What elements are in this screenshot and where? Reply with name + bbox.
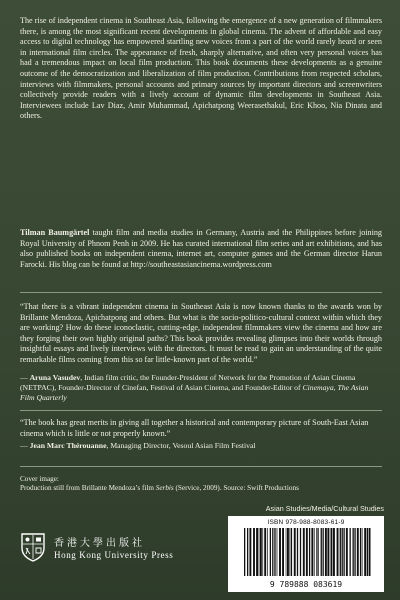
barcode-bar: [350, 528, 351, 576]
publisher-english-name: Hong Kong University Press: [54, 550, 174, 560]
section-divider-3: [20, 466, 382, 467]
barcode-bar: [360, 528, 361, 576]
barcode-bar: [306, 528, 308, 576]
barcode-bar: [357, 528, 359, 576]
barcode-bar: [287, 528, 289, 576]
author-name: Tilman Baumgärtel: [20, 228, 90, 237]
barcode-bar: [244, 528, 245, 576]
barcode-bar: [270, 528, 271, 576]
barcode-bar: [321, 528, 322, 576]
barcode-bar: [318, 528, 319, 576]
barcode-bar: [353, 528, 354, 576]
barcode-bar: [314, 528, 315, 576]
cover-credit-source: (Service, 2009). Source: Swift Productions: [173, 484, 299, 493]
barcode-bar: [367, 528, 368, 576]
barcode-bar: [264, 528, 266, 576]
barcode-bar: [323, 528, 324, 576]
cover-credit-film: Serbis: [155, 484, 174, 493]
barcode-bar: [362, 528, 363, 576]
barcode-bar: [354, 528, 355, 576]
publisher-chinese-name: 香港大學出版社: [54, 538, 145, 549]
barcode-bar: [256, 528, 258, 576]
barcode-bar: [260, 528, 262, 576]
quote-1: “That there is a vibrant independent cinema in Southeast Asia is now known thanks to the awards won by Brillante Mendoza, Apichatpong and others. But what is the socio-politico-cultural context within which they are working? How do these iconoclastic, cutting-edge, independent filmmakers view the cinema and how are they forging their own highly original paths? This book provides revealing glimpses into their worlds through insightful essays and lively interviews with the directors. It must be read to gain an understanding of the quite remarkable films coming from this so far little-known part of the world.”: [20, 302, 382, 364]
barcode-digits: 9 789888 083619: [269, 580, 343, 589]
barcode-bar: [279, 528, 281, 576]
barcode-icon: [236, 528, 376, 590]
quote-2-role: , Managing Director, Vesoul Asian Film Festival: [106, 441, 256, 450]
barcode-bar: [342, 528, 343, 576]
barcode-bar: [337, 528, 339, 576]
barcode-bar: [333, 528, 335, 576]
barcode-bar: [274, 528, 275, 576]
subject-categories: Asian Studies/Media/Cultural Studies: [265, 504, 384, 513]
section-divider: [20, 292, 382, 293]
cover-image-credit: [20, 475, 382, 494]
university-crest-icon: [20, 532, 46, 562]
cover-credit-label: Cover image:: [20, 475, 59, 483]
barcode-bar: [316, 528, 317, 576]
barcode-bar: [253, 528, 255, 576]
barcode-bar: [286, 528, 287, 576]
barcode-bar: [277, 528, 278, 576]
barcode-bar: [249, 528, 251, 576]
barcode-bar: [309, 528, 310, 576]
quote-1-attribution: [20, 373, 382, 404]
quote-1-name: Aruna Vasudev: [29, 373, 81, 382]
barcode-bar: [294, 528, 296, 576]
barcode-bar: [272, 528, 273, 576]
barcode-bar: [346, 528, 348, 576]
attribution-dash: —: [20, 441, 30, 450]
barcode-bar: [343, 528, 344, 576]
publisher-block: [20, 530, 220, 570]
author-bio: [20, 228, 382, 270]
barcode-bar: [282, 528, 284, 576]
barcode-bar: [259, 528, 260, 576]
author-bio-text: taught film and media studies in Germany, Austria and the Philippines before joining Royal University of Phnom Penh in 2009. He has curated international film series and art exhibitions, and has also published books on independent cinema, internet art, computer games and the German director Harun Farocki. His blog can be found at http://southeastasiancinema.wordpress.com: [20, 228, 382, 269]
barcode-bar: [364, 528, 366, 576]
quote-1-publication: Cinemaya, The Asian Film Quarterly: [20, 383, 369, 403]
barcode-bar: [291, 528, 292, 576]
barcode-bar: [267, 528, 268, 576]
barcode-bar: [327, 528, 329, 576]
quote-1-role: , Indian film critic, the Founder-President of Network for the Promotion of Asian Cinema (NETPAC), Founder-Director of Cinefan, Festival of Asian Cinema, and Founder-Editor of: [20, 373, 356, 393]
barcode-bar: [311, 528, 313, 576]
barcode-bar: [325, 528, 327, 576]
barcode-bar: [331, 528, 333, 576]
barcode-bar: [303, 528, 305, 576]
barcode-bar: [275, 528, 276, 576]
isbn-number: ISBN 978-988-8083-61-9: [267, 519, 345, 526]
barcode-bar: [290, 528, 291, 576]
barcode-bar: [369, 528, 371, 576]
barcode-bar: [297, 528, 298, 576]
barcode-bar: [300, 528, 301, 576]
cover-credit-text: Production still from Brillante Mendoza’s film: [20, 484, 156, 493]
isbn-barcode: [228, 516, 384, 592]
barcode-bar: [247, 528, 248, 576]
quote-2-name: Jean Marc Thérouanne: [29, 441, 107, 450]
barcode-bar: [262, 528, 263, 576]
quote-2: “The book has great merits in giving all together a historical and contemporary picture of South-East Asian cinema which is little or not properly known.”: [20, 418, 369, 438]
section-divider-2: [20, 410, 382, 411]
quote-2-attribution: [20, 441, 382, 451]
attribution-dash: —: [20, 373, 30, 382]
book-description: The rise of independent cinema in Southeast Asia, following the emergence of a new generation of filmmakers there, is among the most significant recent developments in global cinema. The advent of affordable and easy access to digital technology has empowered startling new voices from a part of the world rarely heard or seen in international film circles. The appearance of fresh, sharply alternative, and often very personal voices has had a tremendous impact on local film production. This book documents these developments as a genuine outcome of the democratization and liberalization of film production. Contributions from respected scholars, interviews with filmmakers, personal accounts and primary sources by important directors and screenwriters collectively provide readers with a lively account of dynamic film developments in Southeast Asia. Interviewees include Lav Diaz, Amir Muhammad, Apichatpong Weerasethakul, Eric Khoo, Nia Dinata and others.: [20, 16, 382, 121]
barcode-bar: [340, 528, 341, 576]
